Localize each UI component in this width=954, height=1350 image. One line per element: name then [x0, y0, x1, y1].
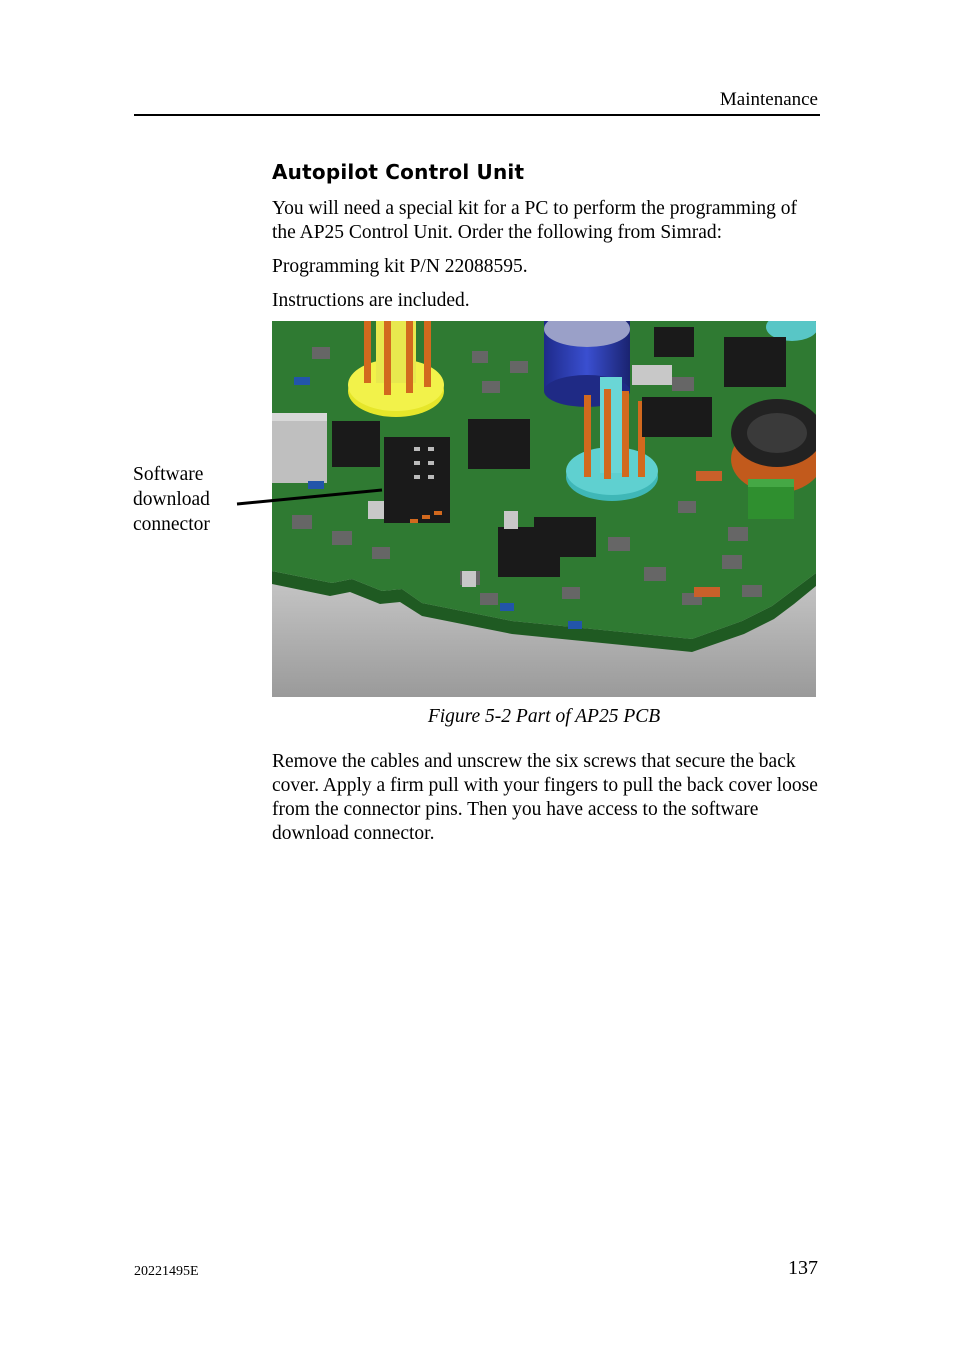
kit-paragraph: Programming kit P/N 22088595. — [272, 256, 528, 277]
document-number: 20221495E — [134, 1264, 199, 1279]
callout-label: Software download connector — [133, 464, 210, 535]
procedure-paragraph: Remove the cables and unscrew the six screws that secure the back cover. Apply a firm pull with your fingers to pull the back cover loose from the connector pins. Then you have access to the software download connector. — [272, 751, 818, 844]
page-number: 137 — [788, 1257, 818, 1279]
intro-paragraph: You will need a special kit for a PC to perform the programming of the AP25 Control Unit. Order the following from Simrad: — [272, 198, 797, 243]
instructions-paragraph: Instructions are included. — [272, 290, 470, 311]
running-header: Maintenance — [719, 89, 818, 110]
pcb-figure — [272, 321, 816, 697]
figure-caption: Figure 5-2 Part of AP25 PCB — [427, 706, 661, 727]
pcb-illustration — [272, 321, 816, 697]
section-title: Autopilot Control Unit — [272, 160, 525, 184]
header-rule — [134, 114, 820, 116]
